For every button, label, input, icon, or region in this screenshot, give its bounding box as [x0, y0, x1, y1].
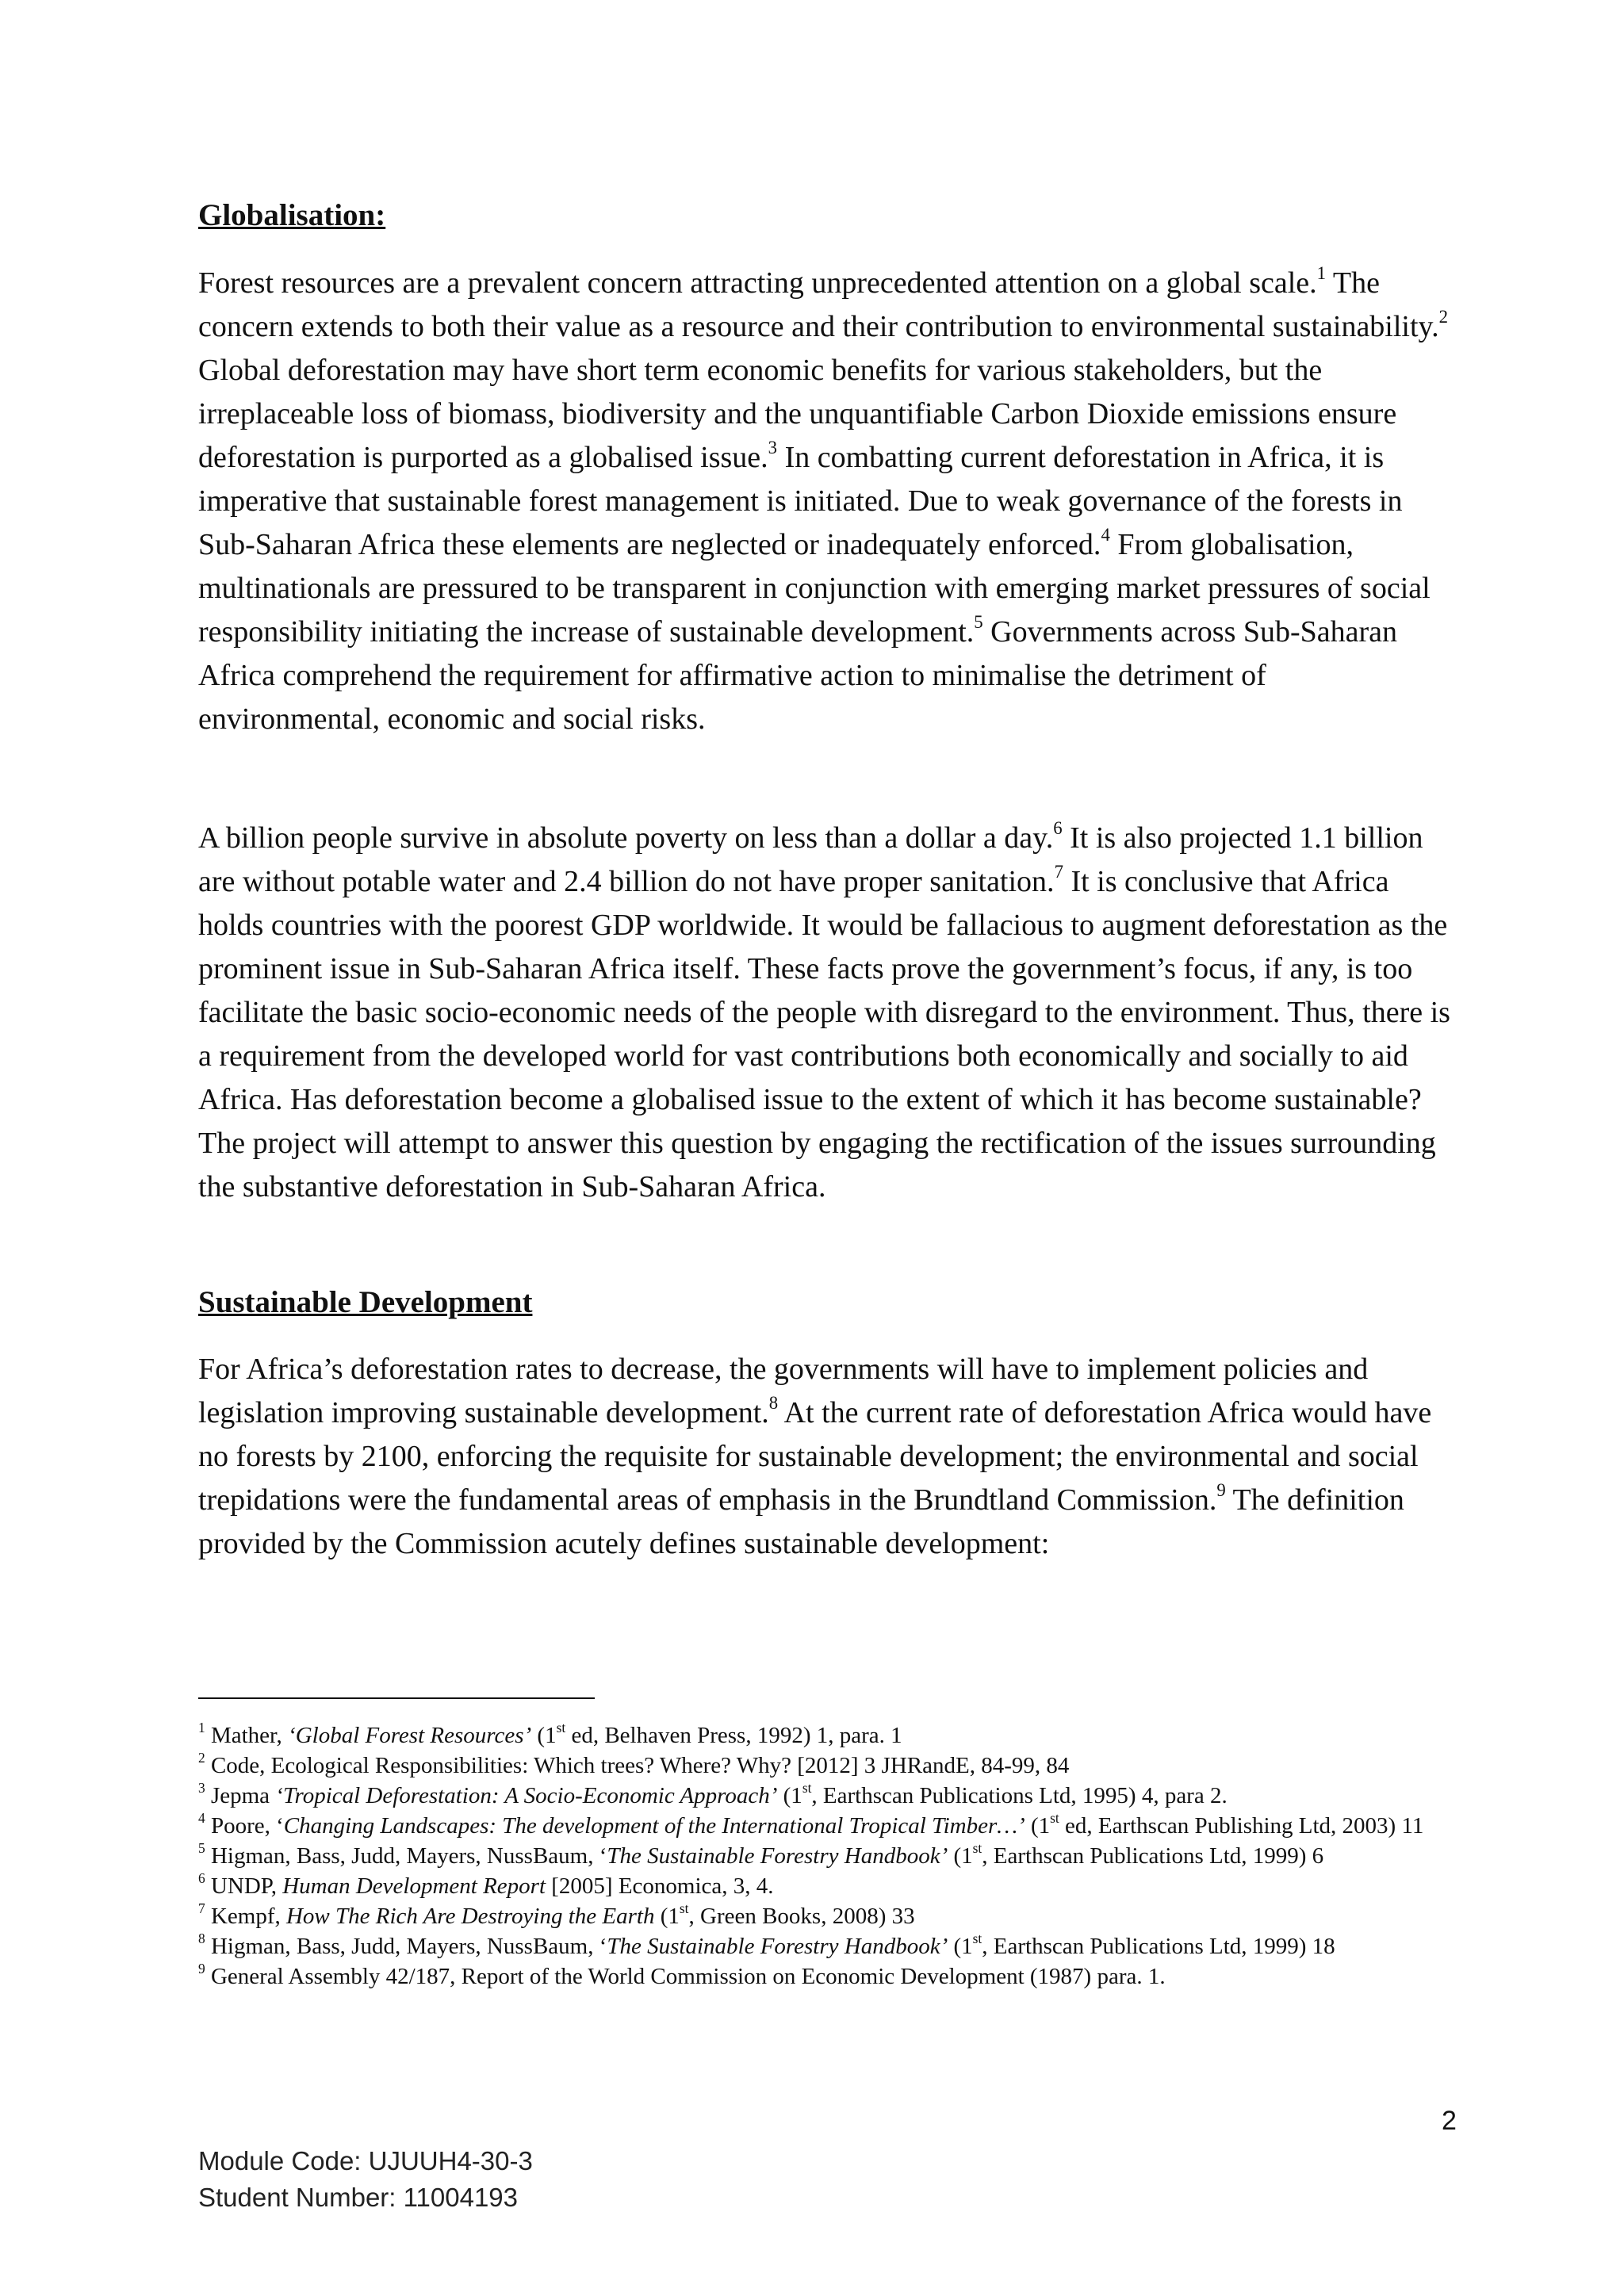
footnote-marker: 3 — [198, 1779, 205, 1796]
text-run: (1 — [777, 1783, 802, 1808]
footnote-marker: 1 — [198, 1719, 205, 1735]
globalisation-heading: Globalisation: — [198, 198, 386, 232]
footnote-marker: 2 — [1438, 306, 1448, 327]
footnotes — [198, 1720, 1451, 1992]
italic-text: The Sustainable Forestry Handbook’ — [607, 1934, 948, 1959]
footnote-9 — [198, 1961, 1451, 1992]
text-run: (1 — [1025, 1813, 1051, 1839]
text-run: (1 — [948, 1843, 973, 1869]
text-run: Code, Ecological Responsibilities: Which trees? Where? Why? [2012] 3 JHRandE, 84-99, 84 — [205, 1753, 1070, 1778]
footnote-1 — [198, 1720, 1451, 1751]
paragraph-sustainable-development — [198, 1348, 1451, 1566]
footnote-6 — [198, 1871, 1451, 1901]
text-run: A billion people survive in absolute poverty on less than a dollar a day. — [198, 821, 1054, 855]
text-run: (1 — [948, 1934, 973, 1959]
footnote-marker: 5 — [198, 1839, 205, 1856]
footnote-marker: st — [679, 1900, 689, 1916]
italic-text: Human Development Report — [282, 1873, 546, 1899]
footnote-marker: st — [556, 1719, 566, 1735]
text-run: , Earthscan Publications Ltd, 1999) 6 — [982, 1843, 1324, 1869]
paragraph-globalisation — [198, 262, 1451, 741]
footnote-marker: 7 — [198, 1900, 205, 1916]
footnote-3 — [198, 1781, 1451, 1811]
italic-text: The Sustainable Forestry Handbook’ — [607, 1843, 948, 1869]
footnote-marker: 8 — [198, 1930, 205, 1946]
page-number: 2 — [1442, 2106, 1457, 2136]
footnote-marker: st — [1050, 1809, 1059, 1826]
footnote-7 — [198, 1901, 1451, 1931]
text-run: UNDP, — [205, 1873, 283, 1899]
text-run: (1 — [531, 1723, 557, 1748]
italic-text: Changing Landscapes: The development of the International Tropical Timber…’ — [283, 1813, 1025, 1839]
document-page — [198, 0, 1457, 2296]
footnote-marker: st — [972, 1930, 982, 1946]
module-code: Module Code: UJUUH4-30-3 — [198, 2146, 533, 2175]
footnote-marker: 4 — [198, 1809, 205, 1826]
text-run: (1 — [654, 1904, 680, 1929]
footnote-8 — [198, 1931, 1451, 1961]
footnote-marker: 4 — [1101, 524, 1110, 545]
text-run: Governments across Sub-Saharan Africa comprehend the requirement for affirmative action to minimalise the detriment of environmental, economic and social risks. — [198, 615, 1398, 736]
footnote-marker: 3 — [768, 437, 778, 457]
footnote-marker: st — [972, 1839, 982, 1856]
text-run: Poore, ‘ — [205, 1813, 284, 1839]
text-run: In combatting current deforestation in Africa, it is imperative that sustainable forest management is initiated. Due to weak governance of the forests in Sub-Saharan Africa these elements are neglected or inadequately enforced. — [198, 441, 1403, 561]
footnote-4 — [198, 1811, 1451, 1841]
footnote-separator — [198, 1697, 595, 1699]
text-run: Jepma — [205, 1783, 276, 1808]
text-run: Forest resources are a prevalent concern attracting unprecedented attention on a global scale. — [198, 266, 1317, 300]
footnote-marker: 9 — [1216, 1479, 1226, 1500]
footnote-marker: 1 — [1316, 262, 1327, 283]
text-run: At the current rate of deforestation Africa would have no forests by 2100, enforcing the requisite for sustainable development; the environmental and social trepidations were the fundamental areas of emphasis in the Brundtland Commission. — [198, 1396, 1432, 1517]
footnote-marker: 6 — [1053, 817, 1063, 838]
footnote-5 — [198, 1841, 1451, 1871]
text-run: , Earthscan Publications Ltd, 1995) 4, para 2. — [811, 1783, 1228, 1808]
text-run: From globalisation, multinationals are pressured to be transparent in conjunction with emerging market pressures of social responsibility initiating the increase of sustainable development. — [198, 528, 1431, 649]
italic-text: ‘Tropical Deforestation: A Socio-Economic Approach’ — [275, 1783, 778, 1808]
text-run: Higman, Bass, Judd, Mayers, NussBaum, ‘ — [205, 1934, 607, 1959]
footnote-marker: 5 — [974, 611, 983, 632]
text-run: General Assembly 42/187, Report of the World Commission on Economic Development (1987) para. 1. — [205, 1964, 1166, 1989]
italic-text: ‘Global Forest Resources’ — [288, 1723, 532, 1748]
paragraph-poverty — [198, 817, 1451, 1209]
text-run: For Africa’s deforestation rates to decrease, the governments will have to implement policies and legislation improving sustainable development. — [198, 1353, 1369, 1429]
footnote-marker: 7 — [1054, 861, 1063, 882]
text-run: ed, Earthscan Publishing Ltd, 2003) 11 — [1059, 1813, 1424, 1839]
text-run: Mather, — [205, 1723, 289, 1748]
text-run: Global deforestation may have short term economic benefits for various stakeholders, but the irreplaceable loss of biomass, biodiversity and the unquantifiable Carbon Dioxide emissions ensure deforestation is purported as a globalised issue. — [198, 354, 1397, 474]
text-run: It is also projected 1.1 billion are without potable water and 2.4 billion do not have proper sanitation. — [198, 821, 1423, 898]
text-run: It is conclusive that Africa holds countries with the poorest GDP worldwide. It would be fallacious to augment deforestation as the prominent issue in Sub-Saharan Africa itself. These facts prove the government’s focus, if any, is too facilitate the basic socio-economic needs of the people with disregard to the environment. Thus, there is a requirement from the developed world for vast contributions both economically and socially to aid Africa. Has deforestation become a globalised issue to the extent of which it has become sustainable? The project will attempt to answer this question by engaging the rectification of the issues surrounding the substantive deforestation in Sub-Saharan Africa. — [198, 865, 1450, 1203]
text-run: [2005] Economica, 3, 4. — [546, 1873, 774, 1899]
footnote-marker: 6 — [198, 1869, 205, 1886]
text-run: , Earthscan Publications Ltd, 1999) 18 — [982, 1934, 1335, 1959]
text-run: ed, Belhaven Press, 1992) 1, para. 1 — [565, 1723, 902, 1748]
footnote-2 — [198, 1751, 1451, 1781]
sustainable-development-heading: Sustainable Development — [198, 1285, 533, 1319]
text-run: The definition provided by the Commission acutely defines sustainable development: — [198, 1483, 1404, 1560]
footnote-marker: st — [802, 1779, 812, 1796]
footnote-marker: 9 — [198, 1960, 205, 1976]
italic-text: How The Rich Are Destroying the Earth — [285, 1904, 655, 1929]
text-run: The concern extends to both their value as a resource and their contribution to environmental sustainability. — [198, 266, 1439, 343]
text-run: , Green Books, 2008) 33 — [688, 1904, 915, 1929]
footnote-marker: 8 — [768, 1392, 779, 1413]
text-run: Higman, Bass, Judd, Mayers, NussBaum, ‘ — [205, 1843, 607, 1869]
text-run: Kempf, — [205, 1904, 286, 1929]
student-number: Student Number: 11004193 — [198, 2183, 519, 2212]
footnote-marker: 2 — [198, 1749, 205, 1766]
